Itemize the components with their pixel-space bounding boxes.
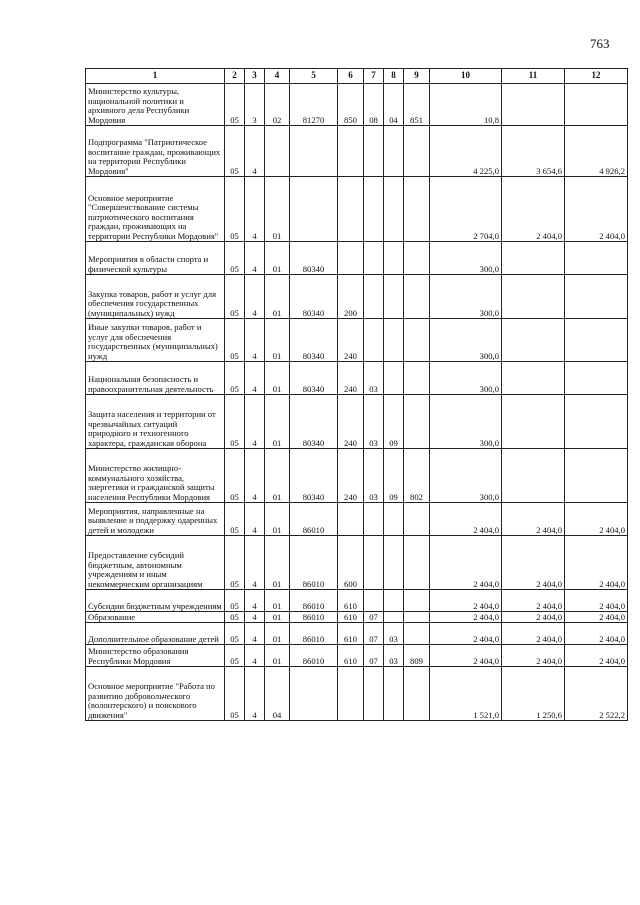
table-body bbox=[86, 84, 628, 721]
cell-col-12 bbox=[565, 242, 628, 275]
cell-col-10: 2 404,0 bbox=[430, 623, 502, 645]
cell-col-9 bbox=[404, 242, 430, 275]
cell-col-7: 07 bbox=[364, 645, 384, 667]
cell-col-6 bbox=[338, 126, 364, 177]
cell-col-10: 4 225,0 bbox=[430, 126, 502, 177]
cell-col-3: 4 bbox=[245, 275, 265, 319]
cell-col-4: 01 bbox=[265, 362, 290, 395]
cell-col-6: 610 bbox=[338, 623, 364, 645]
column-header-2: 2 bbox=[225, 69, 245, 84]
cell-col-4: 01 bbox=[265, 319, 290, 362]
cell-col-11 bbox=[502, 275, 565, 319]
table-row bbox=[86, 590, 628, 612]
cell-col-6: 600 bbox=[338, 536, 364, 590]
cell-col-10: 300,0 bbox=[430, 319, 502, 362]
cell-col-11: 3 654,6 bbox=[502, 126, 565, 177]
row-name: Подпрограмма "Патриотическое воспитание граждан, проживающих на территории Республики Мордовия" bbox=[86, 126, 225, 177]
cell-col-5: 80340 bbox=[290, 449, 338, 503]
cell-col-10: 300,0 bbox=[430, 275, 502, 319]
row-name: Дополнительное образование детей bbox=[86, 623, 225, 645]
cell-col-11: 2 404,0 bbox=[502, 623, 565, 645]
cell-col-3: 4 bbox=[245, 449, 265, 503]
table-row bbox=[86, 645, 628, 667]
cell-col-9: 809 bbox=[404, 645, 430, 667]
row-name: Национальная безопасность и правоохранительная деятельность bbox=[86, 362, 225, 395]
cell-col-10: 300,0 bbox=[430, 242, 502, 275]
cell-col-9: 802 bbox=[404, 449, 430, 503]
cell-col-2: 05 bbox=[225, 449, 245, 503]
cell-col-2: 05 bbox=[225, 645, 245, 667]
cell-col-7 bbox=[364, 242, 384, 275]
table-row bbox=[86, 612, 628, 623]
column-header-8: 8 bbox=[384, 69, 404, 84]
cell-col-4: 01 bbox=[265, 645, 290, 667]
cell-col-9 bbox=[404, 275, 430, 319]
cell-col-10: 10,8 bbox=[430, 84, 502, 126]
row-name: Основное мероприятие "Совершенствование системы патриотического воспитания граждан, проживающих на территории Республики Мордовия" bbox=[86, 177, 225, 242]
cell-col-3: 4 bbox=[245, 395, 265, 449]
cell-col-12 bbox=[565, 395, 628, 449]
cell-col-7: 03 bbox=[364, 395, 384, 449]
cell-col-4: 01 bbox=[265, 503, 290, 536]
column-header-12: 12 bbox=[565, 69, 628, 84]
row-name: Министерство жилищно-коммунального хозяйства, энергетики и гражданской защиты населения Республики Мордовия bbox=[86, 449, 225, 503]
cell-col-3: 4 bbox=[245, 319, 265, 362]
cell-col-11 bbox=[502, 84, 565, 126]
cell-col-4: 02 bbox=[265, 84, 290, 126]
cell-col-4: 01 bbox=[265, 177, 290, 242]
cell-col-11: 2 404,0 bbox=[502, 536, 565, 590]
cell-col-8 bbox=[384, 536, 404, 590]
cell-col-12: 2 404,0 bbox=[565, 590, 628, 612]
cell-col-11: 2 404,0 bbox=[502, 612, 565, 623]
cell-col-2: 05 bbox=[225, 623, 245, 645]
cell-col-7 bbox=[364, 177, 384, 242]
cell-col-9 bbox=[404, 319, 430, 362]
cell-col-5: 86010 bbox=[290, 536, 338, 590]
cell-col-4: 01 bbox=[265, 590, 290, 612]
cell-col-5: 80340 bbox=[290, 275, 338, 319]
cell-col-8 bbox=[384, 590, 404, 612]
table-row bbox=[86, 395, 628, 449]
cell-col-2: 05 bbox=[225, 612, 245, 623]
cell-col-5 bbox=[290, 126, 338, 177]
cell-col-10: 2 404,0 bbox=[430, 612, 502, 623]
cell-col-10: 2 404,0 bbox=[430, 503, 502, 536]
cell-col-7 bbox=[364, 319, 384, 362]
cell-col-8 bbox=[384, 667, 404, 721]
cell-col-6: 850 bbox=[338, 84, 364, 126]
cell-col-9 bbox=[404, 536, 430, 590]
cell-col-4: 01 bbox=[265, 536, 290, 590]
cell-col-12 bbox=[565, 362, 628, 395]
row-name: Мероприятия в области спорта и физической культуры bbox=[86, 242, 225, 275]
table-row bbox=[86, 275, 628, 319]
cell-col-7: 07 bbox=[364, 623, 384, 645]
cell-col-6: 240 bbox=[338, 362, 364, 395]
cell-col-7: 03 bbox=[364, 449, 384, 503]
header-row bbox=[86, 69, 628, 84]
cell-col-3: 4 bbox=[245, 645, 265, 667]
cell-col-8: 09 bbox=[384, 395, 404, 449]
table-row bbox=[86, 449, 628, 503]
cell-col-10: 2 404,0 bbox=[430, 590, 502, 612]
cell-col-11 bbox=[502, 319, 565, 362]
cell-col-2: 05 bbox=[225, 319, 245, 362]
column-header-11: 11 bbox=[502, 69, 565, 84]
cell-col-9 bbox=[404, 395, 430, 449]
cell-col-11: 2 404,0 bbox=[502, 177, 565, 242]
cell-col-2: 05 bbox=[225, 84, 245, 126]
cell-col-4: 04 bbox=[265, 667, 290, 721]
cell-col-11 bbox=[502, 449, 565, 503]
cell-col-9 bbox=[404, 126, 430, 177]
cell-col-6: 240 bbox=[338, 395, 364, 449]
cell-col-3: 4 bbox=[245, 503, 265, 536]
cell-col-2: 05 bbox=[225, 667, 245, 721]
table-row bbox=[86, 362, 628, 395]
cell-col-5: 86010 bbox=[290, 645, 338, 667]
cell-col-5: 81270 bbox=[290, 84, 338, 126]
cell-col-2: 05 bbox=[225, 362, 245, 395]
cell-col-5: 80340 bbox=[290, 395, 338, 449]
cell-col-8 bbox=[384, 362, 404, 395]
page-number: 763 bbox=[590, 36, 610, 51]
cell-col-3: 4 bbox=[245, 536, 265, 590]
cell-col-12 bbox=[565, 275, 628, 319]
row-name: Закупка товаров, работ и услуг для обеспечения государственных (муниципальных) нужд bbox=[86, 275, 225, 319]
cell-col-4: 01 bbox=[265, 449, 290, 503]
cell-col-7 bbox=[364, 536, 384, 590]
cell-col-8: 09 bbox=[384, 449, 404, 503]
table-row bbox=[86, 242, 628, 275]
cell-col-12: 2 404,0 bbox=[565, 645, 628, 667]
cell-col-4: 01 bbox=[265, 623, 290, 645]
cell-col-2: 05 bbox=[225, 395, 245, 449]
column-header-1: 1 bbox=[86, 69, 225, 84]
cell-col-10: 2 404,0 bbox=[430, 536, 502, 590]
table-row bbox=[86, 84, 628, 126]
cell-col-8 bbox=[384, 612, 404, 623]
cell-col-2: 05 bbox=[225, 126, 245, 177]
cell-col-8: 03 bbox=[384, 623, 404, 645]
cell-col-12: 2 404,0 bbox=[565, 612, 628, 623]
cell-col-10: 300,0 bbox=[430, 362, 502, 395]
cell-col-11 bbox=[502, 242, 565, 275]
table-row bbox=[86, 503, 628, 536]
cell-col-6 bbox=[338, 242, 364, 275]
row-name: Субсидии бюджетным учреждениям bbox=[86, 590, 225, 612]
row-name: Иные закупки товаров, работ и услуг для обеспечения государственных (муниципальных) нужд bbox=[86, 319, 225, 362]
cell-col-5: 80340 bbox=[290, 362, 338, 395]
table-row bbox=[86, 623, 628, 645]
cell-col-8 bbox=[384, 177, 404, 242]
cell-col-4: 01 bbox=[265, 275, 290, 319]
cell-col-8 bbox=[384, 242, 404, 275]
cell-col-12: 2 404,0 bbox=[565, 503, 628, 536]
cell-col-12 bbox=[565, 319, 628, 362]
cell-col-7 bbox=[364, 590, 384, 612]
cell-col-2: 05 bbox=[225, 590, 245, 612]
cell-col-7 bbox=[364, 667, 384, 721]
cell-col-4: 01 bbox=[265, 242, 290, 275]
cell-col-8: 04 bbox=[384, 84, 404, 126]
cell-col-6: 610 bbox=[338, 612, 364, 623]
cell-col-5: 86010 bbox=[290, 590, 338, 612]
column-header-9: 9 bbox=[404, 69, 430, 84]
table-row bbox=[86, 126, 628, 177]
cell-col-11: 2 404,0 bbox=[502, 503, 565, 536]
cell-col-3: 4 bbox=[245, 667, 265, 721]
cell-col-6: 610 bbox=[338, 645, 364, 667]
cell-col-9 bbox=[404, 590, 430, 612]
cell-col-12: 2 522,2 bbox=[565, 667, 628, 721]
cell-col-10: 2 404,0 bbox=[430, 645, 502, 667]
cell-col-3: 4 bbox=[245, 590, 265, 612]
cell-col-12: 2 404,0 bbox=[565, 623, 628, 645]
cell-col-12: 4 926,2 bbox=[565, 126, 628, 177]
column-header-3: 3 bbox=[245, 69, 265, 84]
cell-col-4 bbox=[265, 126, 290, 177]
cell-col-9 bbox=[404, 503, 430, 536]
cell-col-8 bbox=[384, 126, 404, 177]
row-name: Образование bbox=[86, 612, 225, 623]
cell-col-5: 80340 bbox=[290, 319, 338, 362]
column-header-6: 6 bbox=[338, 69, 364, 84]
table-row bbox=[86, 536, 628, 590]
cell-col-5: 86010 bbox=[290, 623, 338, 645]
cell-col-2: 05 bbox=[225, 242, 245, 275]
cell-col-3: 4 bbox=[245, 612, 265, 623]
cell-col-11: 1 250,6 bbox=[502, 667, 565, 721]
cell-col-5: 80340 bbox=[290, 242, 338, 275]
cell-col-2: 05 bbox=[225, 503, 245, 536]
cell-col-6: 240 bbox=[338, 449, 364, 503]
table-row bbox=[86, 667, 628, 721]
cell-col-5 bbox=[290, 667, 338, 721]
cell-col-6 bbox=[338, 177, 364, 242]
cell-col-8 bbox=[384, 275, 404, 319]
table-row bbox=[86, 319, 628, 362]
cell-col-6 bbox=[338, 503, 364, 536]
row-name: Предоставление субсидий бюджетным, автономным учреждениям и иным некоммерческим организациям bbox=[86, 536, 225, 590]
cell-col-7: 07 bbox=[364, 612, 384, 623]
cell-col-3: 4 bbox=[245, 126, 265, 177]
cell-col-9 bbox=[404, 667, 430, 721]
cell-col-11: 2 404,0 bbox=[502, 645, 565, 667]
column-header-7: 7 bbox=[364, 69, 384, 84]
cell-col-10: 2 704,0 bbox=[430, 177, 502, 242]
cell-col-12: 2 404,0 bbox=[565, 177, 628, 242]
cell-col-5: 86010 bbox=[290, 612, 338, 623]
cell-col-7 bbox=[364, 275, 384, 319]
cell-col-12 bbox=[565, 449, 628, 503]
table-row bbox=[86, 177, 628, 242]
cell-col-3: 3 bbox=[245, 84, 265, 126]
row-name: Защита населения и территории от чрезвычайных ситуаций природного и техногенного характера, гражданская оборона bbox=[86, 395, 225, 449]
cell-col-7 bbox=[364, 126, 384, 177]
cell-col-6 bbox=[338, 667, 364, 721]
cell-col-2: 05 bbox=[225, 536, 245, 590]
cell-col-9: 851 bbox=[404, 84, 430, 126]
cell-col-11 bbox=[502, 395, 565, 449]
cell-col-10: 300,0 bbox=[430, 395, 502, 449]
cell-col-2: 05 bbox=[225, 177, 245, 242]
budget-table bbox=[85, 68, 628, 721]
cell-col-7: 08 bbox=[364, 84, 384, 126]
cell-col-3: 4 bbox=[245, 362, 265, 395]
cell-col-7: 03 bbox=[364, 362, 384, 395]
cell-col-2: 05 bbox=[225, 275, 245, 319]
cell-col-6: 610 bbox=[338, 590, 364, 612]
cell-col-9 bbox=[404, 612, 430, 623]
cell-col-9 bbox=[404, 623, 430, 645]
cell-col-7 bbox=[364, 503, 384, 536]
row-name: Мероприятия, направленные на выявление и поддержку одаренных детей и молодежи bbox=[86, 503, 225, 536]
cell-col-8: 03 bbox=[384, 645, 404, 667]
cell-col-4: 01 bbox=[265, 395, 290, 449]
cell-col-12: 2 404,0 bbox=[565, 536, 628, 590]
cell-col-5: 86010 bbox=[290, 503, 338, 536]
cell-col-8 bbox=[384, 503, 404, 536]
cell-col-3: 4 bbox=[245, 623, 265, 645]
cell-col-6: 240 bbox=[338, 319, 364, 362]
cell-col-9 bbox=[404, 362, 430, 395]
cell-col-11: 2 404,0 bbox=[502, 590, 565, 612]
row-name: Министерство образования Республики Мордовия bbox=[86, 645, 225, 667]
row-name: Министерство культуры, национальной политики и архивного дела Республики Мордовия bbox=[86, 84, 225, 126]
cell-col-10: 1 521,0 bbox=[430, 667, 502, 721]
cell-col-12 bbox=[565, 84, 628, 126]
cell-col-6: 200 bbox=[338, 275, 364, 319]
cell-col-3: 4 bbox=[245, 177, 265, 242]
row-name: Основное мероприятие "Работа по развитию добровольческого (волонтерского) и поискового движения" bbox=[86, 667, 225, 721]
cell-col-5 bbox=[290, 177, 338, 242]
cell-col-9 bbox=[404, 177, 430, 242]
cell-col-10: 300,0 bbox=[430, 449, 502, 503]
cell-col-11 bbox=[502, 362, 565, 395]
cell-col-3: 4 bbox=[245, 242, 265, 275]
cell-col-8 bbox=[384, 319, 404, 362]
column-header-10: 10 bbox=[430, 69, 502, 84]
cell-col-4: 01 bbox=[265, 612, 290, 623]
column-header-4: 4 bbox=[265, 69, 290, 84]
column-header-5: 5 bbox=[290, 69, 338, 84]
